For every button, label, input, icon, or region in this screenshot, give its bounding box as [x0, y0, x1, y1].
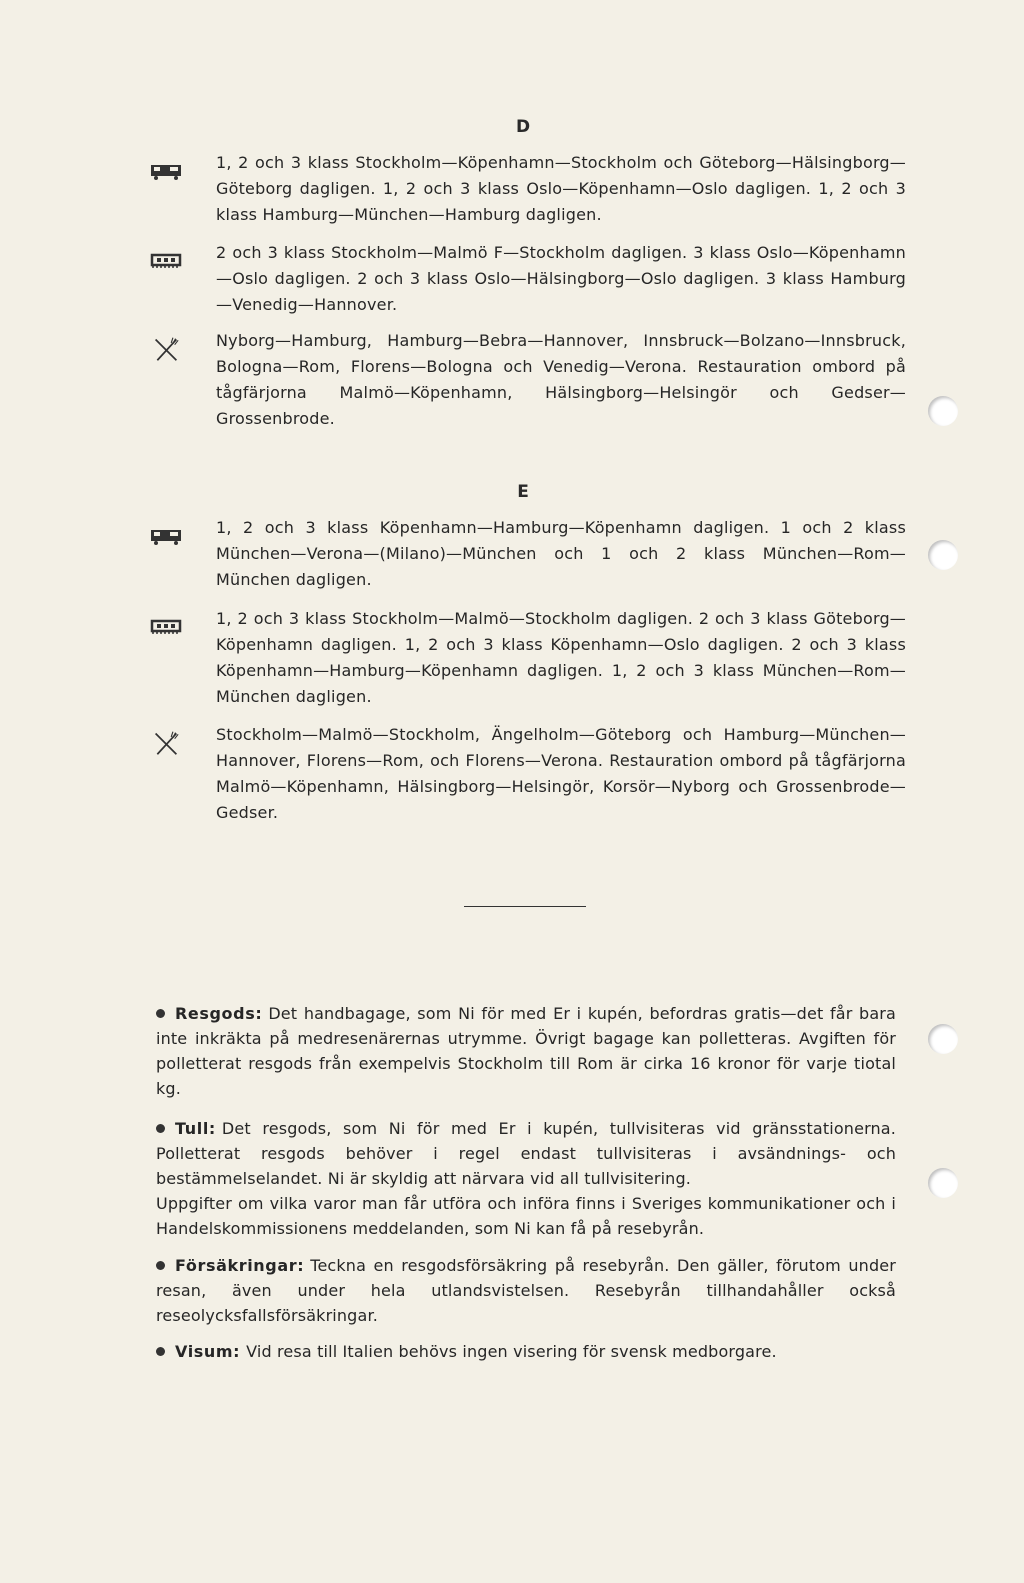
bullet-icon: [156, 1347, 165, 1356]
note-label: Försäkringar:: [175, 1256, 305, 1275]
note-extra-text: Uppgifter om vilka varor man får utföra och införa finns i Sveriges kommunikationer och i Handelskommissionens meddelanden, som Ni kan få på resebyrån.: [156, 1194, 896, 1238]
bullet-icon: [156, 1009, 165, 1018]
note-forsakringar: [156, 1253, 896, 1328]
entry-text: Stockholm—Malmö—Stockholm, Ängelholm—Göteborg och Hamburg—München—Hannover, Florens—Rom, och Florens—Verona. Restauration ombord på tågfärjorna Malmö—Köpenhamn, Hälsingborg—Helsingör, Korsör—Nyborg och Grossenbrode—Gedser.: [216, 725, 906, 822]
section-letter-d: D: [515, 117, 531, 137]
note-text: Det resgods, som Ni för med Er i kupén, tullvisiteras vid gränsstationerna. Polletterat resgods behöver i regel endast tullvisiteras i avsändnings- och bestämmelselandet. Ni är skyldig att närvara vid all tullvisitering.: [156, 1119, 896, 1188]
note-label: Resgods:: [175, 1004, 263, 1023]
sleeping-car-icon: [148, 158, 184, 184]
punch-hole: [928, 540, 958, 570]
bullet-icon: [156, 1124, 165, 1133]
punch-hole: [928, 396, 958, 426]
entry-text: 2 och 3 klass Stockholm—Malmö F—Stockholm dagligen. 3 klass Oslo—Köpenhamn—Oslo dagligen. 2 och 3 klass Oslo—Hälsingborg—Oslo dagligen. 3 klass Hamburg—Venedig—Hannover.: [216, 243, 906, 314]
couchette-car-icon: [148, 614, 184, 640]
note-text: Teckna en resgodsförsäkring på resebyrån. Den gäller, förutom under resan, även under hela utlandsvistelsen. Resebyrån tillhandahåller också reseolycksfallsförsäkringar.: [156, 1256, 896, 1325]
entry-text: 1, 2 och 3 klass Stockholm—Köpenhamn—Stockholm och Göteborg—Hälsingborg—Göteborg dagligen. 1, 2 och 3 klass Oslo—Köpenhamn—Oslo dagligen. 1, 2 och 3 klass Hamburg—München—Hamburg dagligen.: [216, 153, 906, 224]
divider-rule: [464, 906, 586, 907]
section-letter-e: E: [517, 482, 529, 502]
note-label: Visum:: [175, 1342, 241, 1361]
bullet-icon: [156, 1261, 165, 1270]
note-tull: [156, 1116, 896, 1241]
note-text: Vid resa till Italien behövs ingen visering för svensk medborgare.: [246, 1342, 777, 1361]
couchette-car-icon: [148, 248, 184, 274]
note-visum: [156, 1339, 896, 1364]
punch-hole: [928, 1168, 958, 1198]
note-resgods: [156, 1001, 896, 1101]
restaurant-icon: [148, 730, 184, 756]
punch-hole: [928, 1024, 958, 1054]
note-text: Det handbagage, som Ni för med Er i kupén, befordras gratis—det får bara inte inkräkta på medresenärernas utrymme. Övrigt bagage kan polletteras. Avgiften för polletterat resgods från exempelvis Stockholm till Rom är cirka 16 kronor för varje tiotal kg.: [156, 1004, 896, 1098]
entry-text: 1, 2 och 3 klass Köpenhamn—Hamburg—Köpenhamn dagligen. 1 och 2 klass München—Verona—(Milano)—München och 1 och 2 klass München—Rom—München dagligen.: [216, 518, 906, 589]
sleeping-car-icon: [148, 523, 184, 549]
restaurant-icon: [148, 336, 184, 362]
entry-text: 1, 2 och 3 klass Stockholm—Malmö—Stockholm dagligen. 2 och 3 klass Göteborg—Köpenhamn dagligen. 1, 2 och 3 klass Köpenhamn—Oslo dagligen. 2 och 3 klass Köpenhamn—Hamburg—Köpenhamn dagligen. 1, 2 och 3 klass München—Rom—München dagligen.: [216, 609, 906, 706]
entry-text: Nyborg—Hamburg, Hamburg—Bebra—Hannover, Innsbruck—Bolzano—Innsbruck, Bologna—Rom, Florens—Bologna och Venedig—Verona. Restauration ombord på tågfärjorna Malmö—Köpenhamn, Hälsingborg—Helsingör och Gedser—Grossenbrode.: [216, 331, 906, 428]
note-label: Tull:: [175, 1119, 216, 1138]
